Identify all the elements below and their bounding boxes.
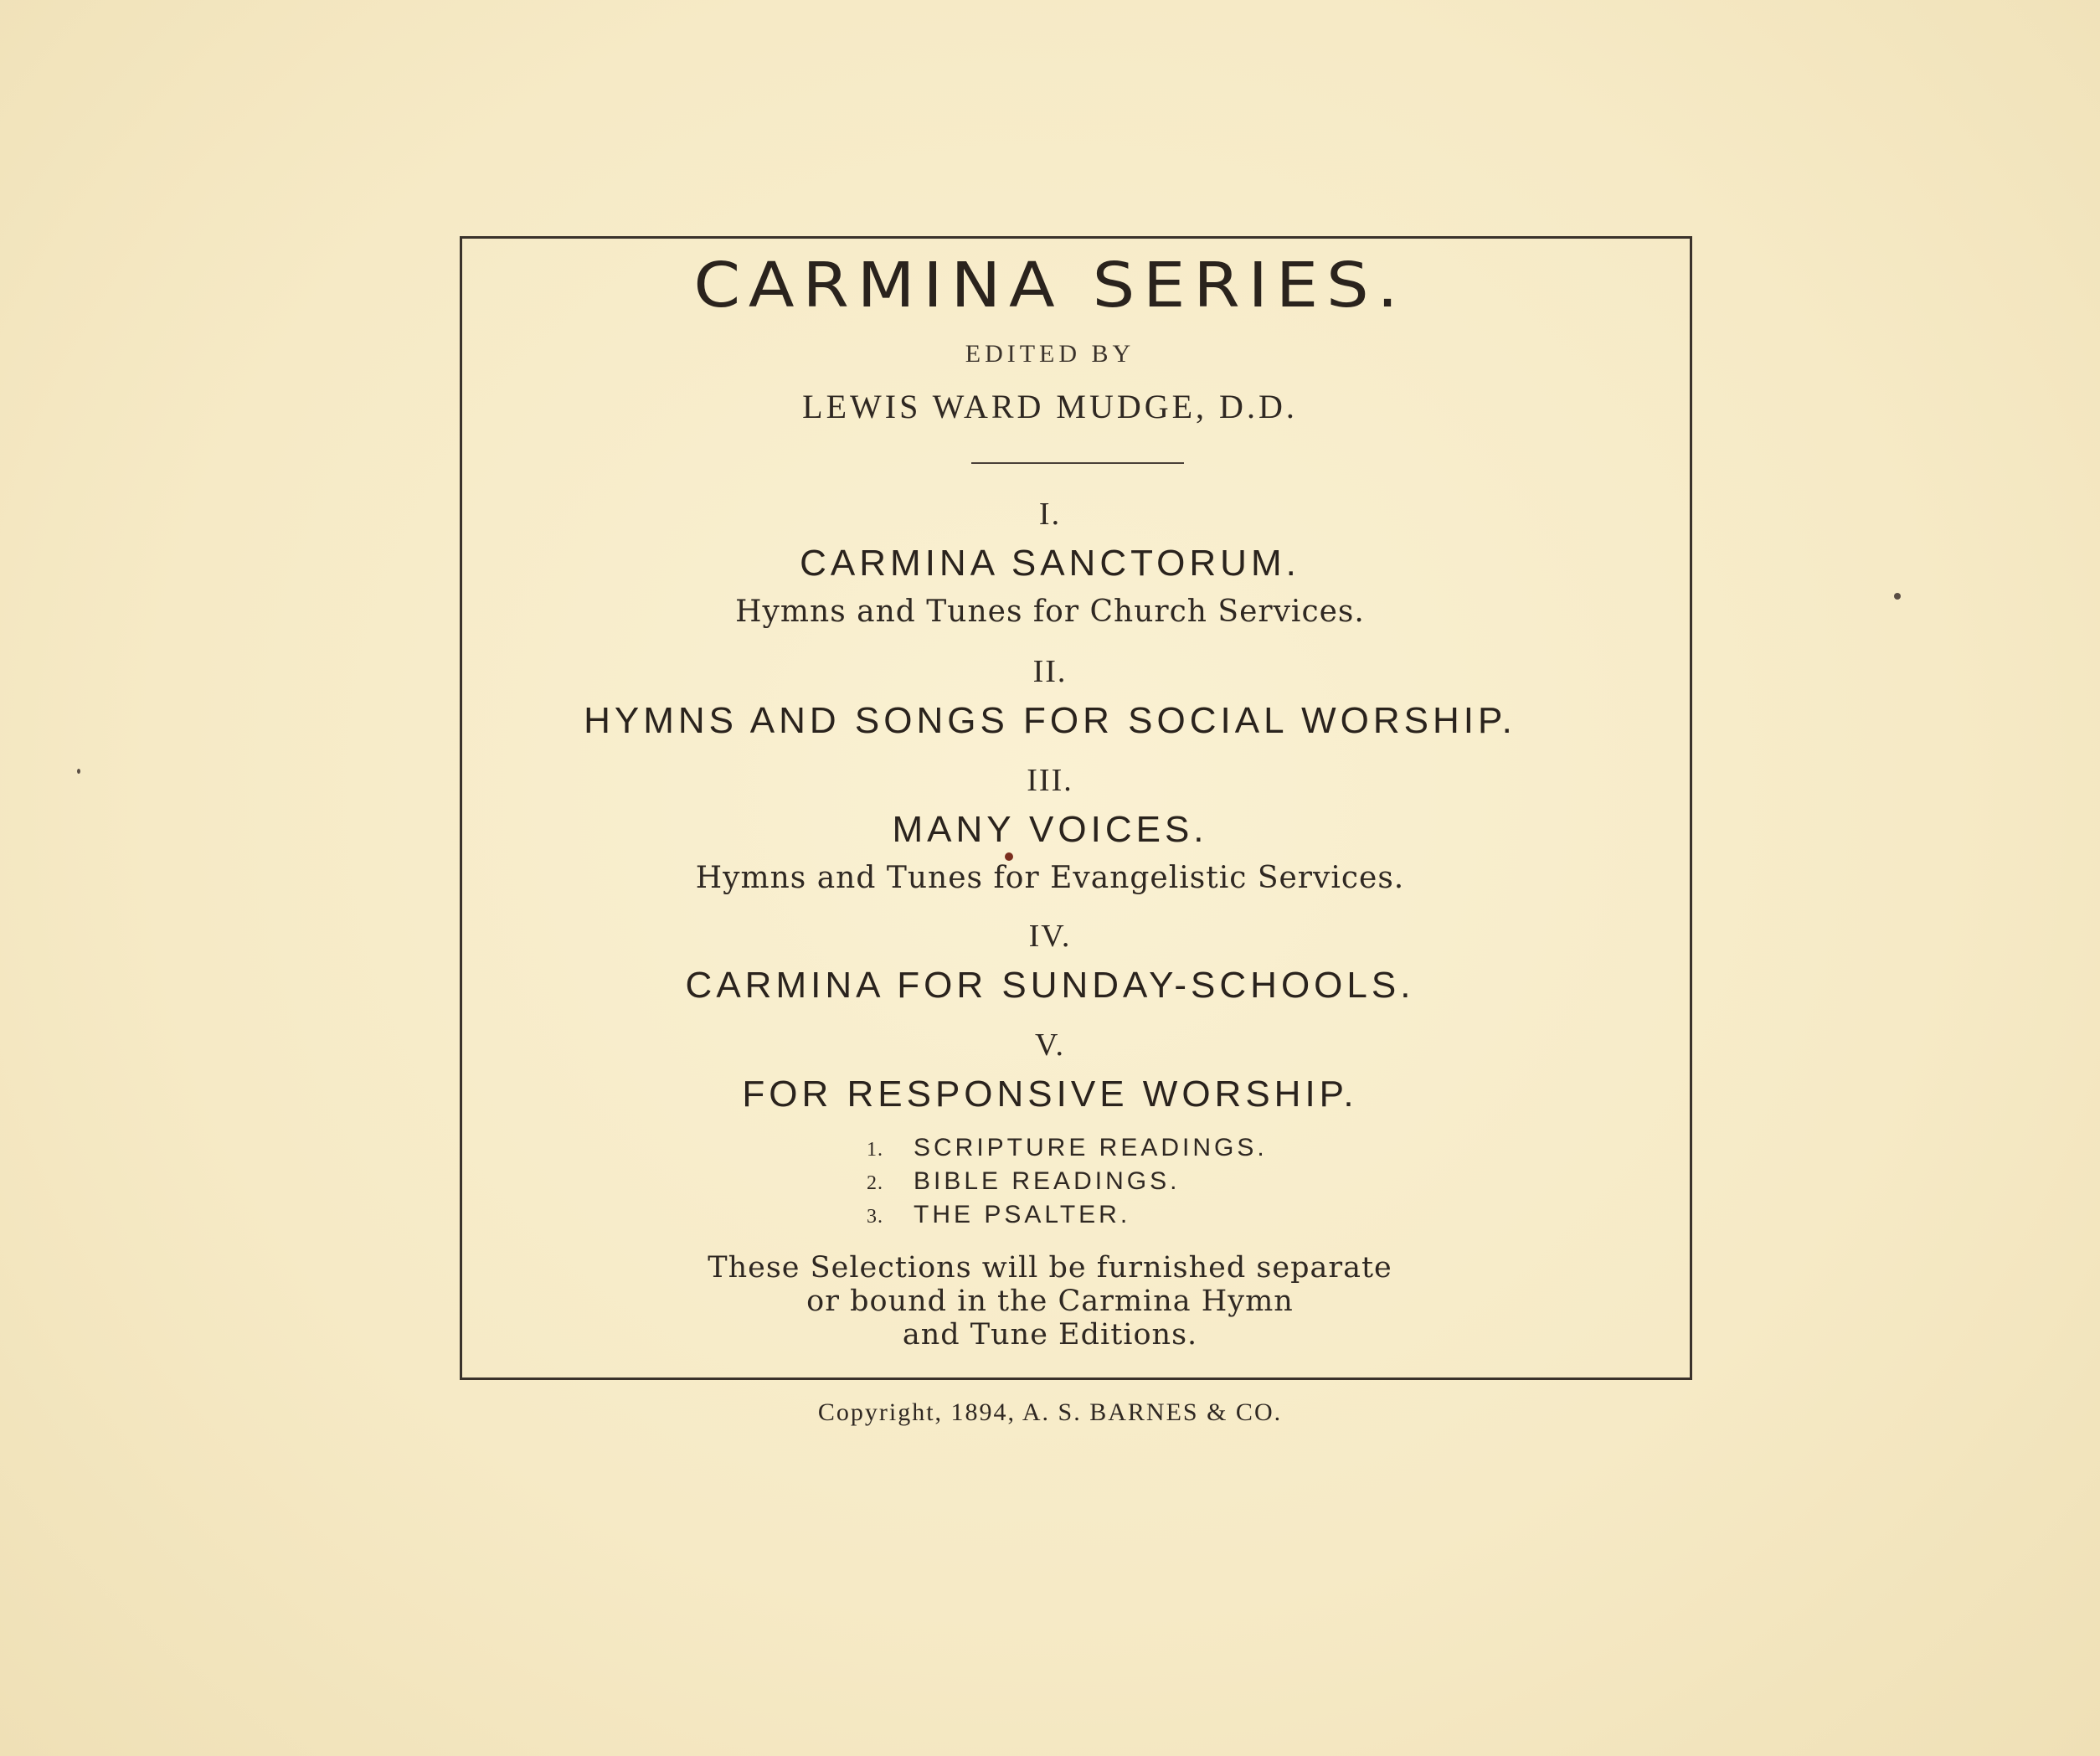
note-line: or bound in the Carmina Hymn (806, 1285, 1294, 1318)
list-item (867, 1201, 1130, 1229)
volume-2-heading: HYMNS AND SONGS FOR SOCIAL WORSHIP. (584, 700, 1516, 741)
edited-by-label: EDITED BY (965, 340, 1135, 368)
copyright-line: Copyright, 1894, A. S. BARNES & CO. (817, 1398, 1283, 1426)
paper-speck (1005, 852, 1013, 861)
list-item-label: SCRIPTURE READINGS. (914, 1134, 1268, 1161)
volume-4-numeral: IV. (1028, 919, 1072, 954)
volume-2-numeral: II. (1032, 654, 1068, 689)
volume-5-heading: FOR RESPONSIVE WORSHIP. (742, 1074, 1358, 1115)
volume-3-heading: MANY VOICES. (892, 809, 1208, 850)
note-line: These Selections will be furnished separate (708, 1251, 1392, 1285)
volume-3-numeral: III. (1027, 763, 1073, 798)
list-item-number: 1. (867, 1139, 883, 1161)
editor-name: LEWIS WARD MUDGE, D.D. (802, 388, 1298, 425)
list-item-label: BIBLE READINGS. (914, 1167, 1181, 1195)
series-title: CARMINA SERIES. (693, 250, 1407, 322)
paper-speck (77, 769, 80, 774)
volume-5-numeral: V. (1034, 1027, 1066, 1063)
volume-1-numeral: I. (1038, 497, 1062, 532)
list-item-number: 2. (867, 1172, 883, 1194)
volume-3-subtitle: Hymns and Tunes for Evangelistic Services. (695, 861, 1405, 895)
paper-speck (1894, 593, 1901, 600)
divider-rule (971, 462, 1184, 464)
list-item-number: 3. (867, 1206, 883, 1228)
volume-4-heading: CARMINA FOR SUNDAY-SCHOOLS. (685, 965, 1415, 1006)
note-line: and Tune Editions. (902, 1318, 1198, 1352)
volume-1-subtitle: Hymns and Tunes for Church Services. (735, 595, 1365, 629)
list-item (867, 1167, 1180, 1196)
volume-1-heading: CARMINA SANCTORUM. (800, 543, 1300, 584)
list-item-label: THE PSALTER. (914, 1201, 1131, 1228)
list-item (867, 1134, 1268, 1162)
